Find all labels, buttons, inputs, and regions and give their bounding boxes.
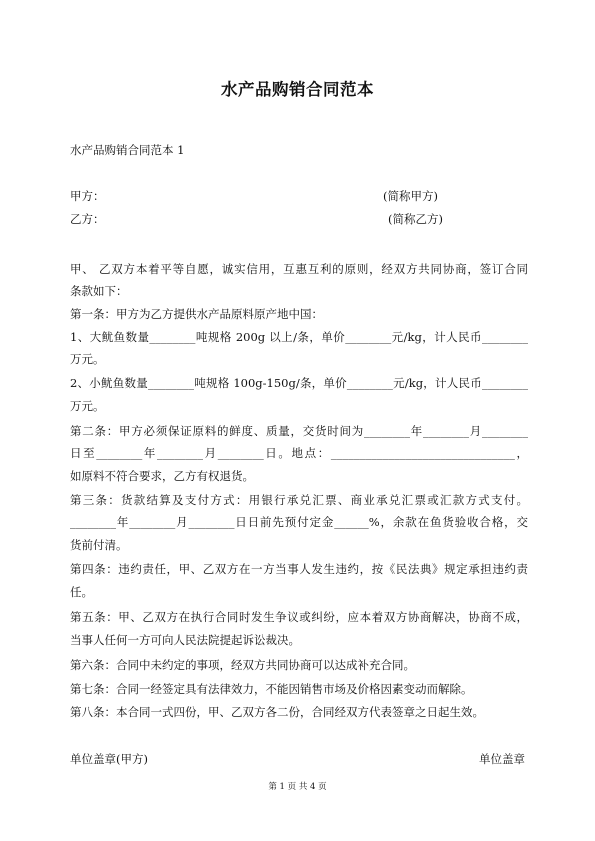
contract-line: 第二条：甲方必须保证原料的鲜度、质量，交货时间为________年________月________ [70,424,528,438]
contract-line: 2、小鱿鱼数量________吨规格 100g-150g/条，单价________元/kg，计人民币________ [70,376,528,390]
contract-line: 货前付清。 [70,538,128,552]
page-number: 第 1 页 共 4 页 [268,782,327,792]
contract-line: 第五条：甲、乙双方在执行合同时发生争议或纠纷，应本着双方协商解决，协商不成， [70,610,528,624]
contract-line: 万元。 [70,352,105,366]
document-subtitle: 水产品购销合同范本 1 [70,143,185,157]
contract-line: 第八条：本合同一式四份，甲、乙双方各二份，合同经双方代表签章之日起生效。 [70,705,484,719]
contract-line: 如原料不符合要求，乙方有权退货。 [70,469,254,483]
contract-line: 任。 [70,585,93,599]
contract-line: 第一条：甲方为乙方提供水产品原料原产地中国： [70,307,323,321]
contract-line: 甲、 乙双方本着平等自愿，诚实信用，互惠互利的原则，经双方共同协商，签订合同 [70,262,528,276]
document-title: 水产品购销合同范本 [221,80,374,99]
contract-line: 条款如下： [70,284,128,298]
party-b-label: 乙方： [70,212,105,226]
party-a-label: 甲方： [70,189,105,203]
seal-party-a: 单位盖章(甲方) [70,752,148,766]
contract-line: 万元。 [70,399,105,413]
contract-line: 第三条：货款结算及支付方式：用银行承兑汇票、商业承兑汇票或汇款方式支付。 [70,493,528,507]
contract-line: 1、大鱿鱼数量________吨规格 200g 以上/条，单价________元/kg，计人民币________ [70,330,528,344]
contract-line: 第七条：合同一经签定具有法律效力，不能因销售市场及价格因素变动而解除。 [70,682,473,696]
contract-line: 第四条：违约责任，甲、乙双方在一方当事人发生违约，按《民法典》规定承担违约责 [70,562,528,576]
contract-line: 第六条：合同中未约定的事项，经双方共同协商可以达成补充合同。 [70,658,415,672]
contract-line: 日至________年________月________日。地点：________________________________， [70,446,528,460]
party-b-note: (简称乙方) [388,212,443,226]
contract-line: ________年________月________日日前先预付定金______%，余款在鱼货验收合格，交 [70,515,528,529]
contract-line: 当事人任何一方可向人民法院提起诉讼裁决。 [70,633,300,647]
party-a-note: (简称甲方) [383,189,438,203]
seal-party-b: 单位盖章 [479,752,525,766]
